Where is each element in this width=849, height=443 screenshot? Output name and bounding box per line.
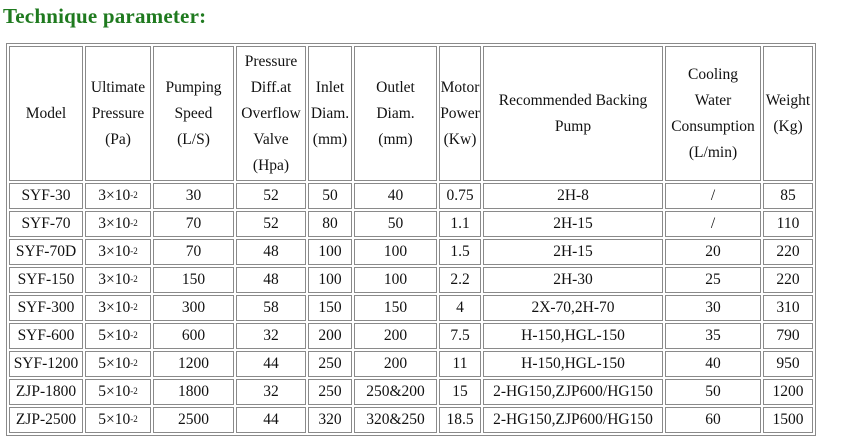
cell-model: ZJP-2500	[9, 407, 83, 433]
cell-weight: 85	[763, 183, 813, 209]
pressure-exponent: -2	[130, 274, 138, 284]
table-row	[9, 295, 813, 321]
header-line: Outlet	[376, 78, 415, 96]
cell-backing: 2-HG150,ZJP600/HG150	[483, 407, 663, 433]
cell-outlet: 200	[354, 323, 437, 349]
pressure-mantissa: 5×10	[98, 383, 131, 400]
cell-pressure: 52	[236, 211, 306, 237]
cell-cooling: 25	[665, 267, 761, 293]
cell-outlet: 50	[354, 211, 437, 237]
cell-power: 1.1	[439, 211, 481, 237]
header-model	[9, 46, 83, 181]
header-weight	[763, 46, 813, 181]
cell-model: SYF-1200	[9, 351, 83, 377]
cell-speed: 1200	[153, 351, 234, 377]
cell-weight: 1500	[763, 407, 813, 433]
cell-ultimate-pressure	[85, 267, 151, 293]
header-line: Overflow	[241, 104, 301, 122]
cell-pressure: 32	[236, 379, 306, 405]
cell-weight: 950	[763, 351, 813, 377]
pressure-exponent: -2	[130, 358, 138, 368]
pressure-exponent: -2	[130, 414, 138, 424]
cell-speed: 70	[153, 239, 234, 265]
cell-backing: 2H-15	[483, 239, 663, 265]
header-cooling-water	[665, 46, 761, 181]
header-line: (Kg)	[773, 117, 803, 135]
pressure-mantissa: 5×10	[98, 327, 131, 344]
header-line: Model	[25, 104, 67, 122]
header-line: Ultimate	[90, 78, 146, 96]
cell-ultimate-pressure	[85, 295, 151, 321]
cell-speed: 70	[153, 211, 234, 237]
cell-power: 0.75	[439, 183, 481, 209]
cell-backing: H-150,HGL-150	[483, 351, 663, 377]
cell-cooling: 35	[665, 323, 761, 349]
cell-outlet: 100	[354, 267, 437, 293]
cell-power: 11	[439, 351, 481, 377]
cell-pressure: 52	[236, 183, 306, 209]
pressure-exponent: -2	[130, 190, 138, 200]
header-row	[9, 46, 813, 181]
cell-pressure: 44	[236, 407, 306, 433]
cell-model: SYF-300	[9, 295, 83, 321]
cell-backing: 2H-15	[483, 211, 663, 237]
cell-cooling: 20	[665, 239, 761, 265]
cell-ultimate-pressure	[85, 407, 151, 433]
cell-speed: 600	[153, 323, 234, 349]
header-line: Pressure	[91, 104, 145, 122]
header-line: (Hpa)	[252, 156, 290, 174]
header-line: Diff.at	[250, 78, 292, 96]
header-line: Water	[694, 91, 732, 109]
header-line: (mm)	[312, 130, 348, 148]
pressure-mantissa: 3×10	[98, 271, 131, 288]
header-line: Pumping	[165, 78, 222, 96]
header-line: (L/S)	[177, 130, 210, 148]
cell-model: SYF-70	[9, 211, 83, 237]
cell-backing: 2X-70,2H-70	[483, 295, 663, 321]
cell-power: 1.5	[439, 239, 481, 265]
cell-pressure: 58	[236, 295, 306, 321]
header-line: Pressure	[244, 52, 298, 70]
header-line: Pump	[554, 117, 592, 135]
cell-cooling: /	[665, 183, 761, 209]
cell-inlet: 100	[308, 239, 352, 265]
cell-power: 4	[439, 295, 481, 321]
cell-outlet: 40	[354, 183, 437, 209]
header-line: Valve	[253, 130, 289, 148]
cell-model: SYF-600	[9, 323, 83, 349]
pressure-exponent: -2	[130, 302, 138, 312]
pressure-mantissa: 3×10	[98, 215, 131, 232]
header-line: Motor	[440, 78, 480, 96]
cell-model: SYF-150	[9, 267, 83, 293]
table-row	[9, 239, 813, 265]
table-row	[9, 211, 813, 237]
pressure-exponent: -2	[130, 330, 138, 340]
cell-weight: 790	[763, 323, 813, 349]
cell-power: 15	[439, 379, 481, 405]
header-pressure-diff	[236, 46, 306, 181]
pressure-mantissa: 5×10	[98, 355, 131, 372]
cell-inlet: 150	[308, 295, 352, 321]
cell-pressure: 48	[236, 267, 306, 293]
header-outlet-diameter	[354, 46, 437, 181]
header-line: Diam.	[376, 104, 415, 122]
header-line: Speed	[174, 104, 213, 122]
cell-model: SYF-70D	[9, 239, 83, 265]
header-ultimate-pressure	[85, 46, 151, 181]
cell-backing: 2H-8	[483, 183, 663, 209]
header-line: Diam.	[310, 104, 350, 122]
header-line: Cooling	[688, 65, 738, 83]
pressure-mantissa: 3×10	[98, 187, 131, 204]
cell-power: 2.2	[439, 267, 481, 293]
cell-cooling: 60	[665, 407, 761, 433]
header-motor-power	[439, 46, 481, 181]
cell-weight: 110	[763, 211, 813, 237]
cell-ultimate-pressure	[85, 239, 151, 265]
cell-speed: 30	[153, 183, 234, 209]
cell-inlet: 250	[308, 351, 352, 377]
cell-inlet: 250	[308, 379, 352, 405]
cell-cooling: 30	[665, 295, 761, 321]
header-inlet-diameter	[308, 46, 352, 181]
table-row	[9, 267, 813, 293]
header-line: Recommended Backing	[498, 91, 648, 109]
cell-weight: 310	[763, 295, 813, 321]
cell-backing: 2H-30	[483, 267, 663, 293]
cell-ultimate-pressure	[85, 183, 151, 209]
header-line: (Pa)	[105, 130, 131, 148]
cell-ultimate-pressure	[85, 323, 151, 349]
pressure-exponent: -2	[130, 218, 138, 228]
page-title: Technique parameter:	[3, 4, 207, 28]
cell-power: 7.5	[439, 323, 481, 349]
cell-backing: 2-HG150,ZJP600/HG150	[483, 379, 663, 405]
header-recommended-backing-pump	[483, 46, 663, 181]
table-row	[9, 351, 813, 377]
pressure-mantissa: 3×10	[98, 299, 131, 316]
cell-weight: 1200	[763, 379, 813, 405]
header-line: (Kw)	[443, 130, 477, 148]
header-pumping-speed	[153, 46, 234, 181]
header-line: (mm)	[378, 130, 413, 148]
header-line: (L/min)	[688, 143, 738, 161]
header-line: Weight	[765, 91, 811, 109]
cell-outlet: 150	[354, 295, 437, 321]
cell-backing: H-150,HGL-150	[483, 323, 663, 349]
cell-weight: 220	[763, 267, 813, 293]
cell-speed: 2500	[153, 407, 234, 433]
cell-speed: 1800	[153, 379, 234, 405]
cell-outlet: 200	[354, 351, 437, 377]
cell-speed: 150	[153, 267, 234, 293]
cell-ultimate-pressure	[85, 211, 151, 237]
cell-outlet: 320&250	[354, 407, 437, 433]
header-line: Power	[440, 104, 480, 122]
cell-outlet: 250&200	[354, 379, 437, 405]
cell-weight: 220	[763, 239, 813, 265]
cell-speed: 300	[153, 295, 234, 321]
cell-pressure: 48	[236, 239, 306, 265]
pressure-mantissa: 5×10	[98, 411, 131, 428]
cell-inlet: 200	[308, 323, 352, 349]
header-line: Inlet	[315, 78, 345, 96]
pressure-mantissa: 3×10	[98, 243, 131, 260]
cell-inlet: 320	[308, 407, 352, 433]
cell-pressure: 32	[236, 323, 306, 349]
pressure-exponent: -2	[130, 246, 138, 256]
header-line: Consumption	[671, 117, 755, 135]
parameter-table	[6, 43, 816, 436]
cell-outlet: 100	[354, 239, 437, 265]
table-row	[9, 379, 813, 405]
cell-cooling: /	[665, 211, 761, 237]
cell-model: ZJP-1800	[9, 379, 83, 405]
cell-inlet: 50	[308, 183, 352, 209]
table-row	[9, 407, 813, 433]
table-row	[9, 183, 813, 209]
cell-inlet: 80	[308, 211, 352, 237]
cell-power: 18.5	[439, 407, 481, 433]
cell-model: SYF-30	[9, 183, 83, 209]
cell-cooling: 50	[665, 379, 761, 405]
cell-cooling: 40	[665, 351, 761, 377]
cell-ultimate-pressure	[85, 351, 151, 377]
table-row	[9, 323, 813, 349]
cell-inlet: 100	[308, 267, 352, 293]
cell-pressure: 44	[236, 351, 306, 377]
pressure-exponent: -2	[130, 386, 138, 396]
cell-ultimate-pressure	[85, 379, 151, 405]
